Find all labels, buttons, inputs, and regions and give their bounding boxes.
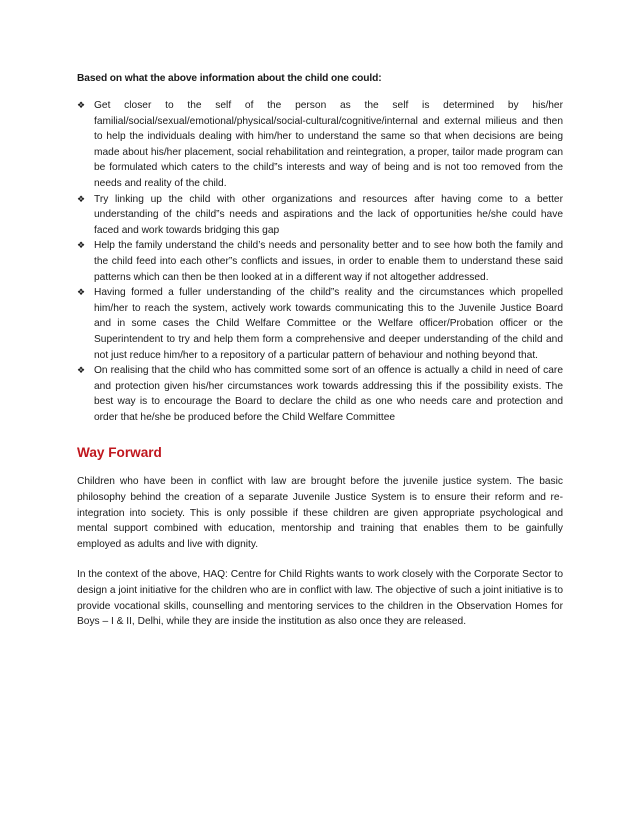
intro-heading: Based on what the above information about the child one could:	[77, 73, 382, 84]
list-item-text: Having formed a fuller understanding of the child”s reality and the circumstances which propelled him/her to reach the system, actively work towards communicating this to the Juvenile Justice Board and in some cases the Child Welfare Committee or the Welfare officer/Probation officer or the Superintendent to try and help them form a comprehensive and deeper understanding of the child and not just reduce him/her to a repository of a particular pattern of behaviour and nothing beyond that.	[94, 287, 563, 361]
bullet-icon: ❖	[77, 100, 86, 110]
list-item-text: Try linking up the child with other organizations and resources after having come to a better understanding of the child”s needs and aspirations and the lack of opportunities he/she could have faced and work towards bridging this gap	[94, 193, 563, 236]
list-item-text: Help the family understand the child’s needs and personality better and to see how both the family and the child feed into each other”s conflicts and issues, in order to enable them to understand these said patterns which can then be then looked at in a different way if not altogether addressed.	[94, 240, 563, 283]
action-list	[77, 98, 563, 425]
list-item	[77, 363, 563, 425]
bullet-icon: ❖	[77, 240, 86, 251]
list-item	[77, 192, 563, 239]
bullet-icon: ❖	[77, 365, 86, 376]
document-page	[77, 72, 563, 645]
list-item	[77, 238, 563, 285]
list-item-text: On realising that the child who has committed some sort of an offence is actually a child in need of care and protection given his/her circumstances work towards addressing this if the possibility exists. The best way is to encourage the Board to declare the child as one who needs care and protection and order that he/she be produced before the Child Welfare Committee	[94, 365, 563, 423]
list-item-text: Get closer to the self of the person as the self is determined by his/her familial/social/sexual/emotional/physical/social-cultural/cognitive/internal and external milieus and then to help the individuals dealing with him/her to understand the same so that when decisions are being made about his/her placement, social rehabilitation and reintegration, a proper, tailor made program can be formulated which caters to the child”s interests and way of being and is not too removed from the needs and reality of the child.	[94, 100, 563, 189]
section-title: Way Forward	[77, 445, 162, 461]
list-item	[77, 285, 563, 363]
list-item	[77, 98, 563, 192]
bullet-icon: ❖	[77, 287, 86, 298]
bullet-icon: ❖	[77, 193, 86, 204]
paragraph: Children who have been in conflict with law are brought before the juvenile justice system. The basic philosophy behind the creation of a separate Juvenile Justice System is to ensure their reform and re-integration into society. This is only possible if these children are given appropriate psychological and mental support combined with education, mentorship and training that enables them to be gainfully employed as adults and live with dignity.	[77, 476, 563, 550]
paragraph: In the context of the above, HAQ: Centre for Child Rights wants to work closely with the Corporate Sector to design a joint initiative for the children who are in conflict with law. The objective of such a joint initiative is to provide vocational skills, counselling and mentoring services to the children in the Observation Homes for Boys – I & II, Delhi, while they are inside the institution as also once they are released.	[77, 569, 563, 628]
